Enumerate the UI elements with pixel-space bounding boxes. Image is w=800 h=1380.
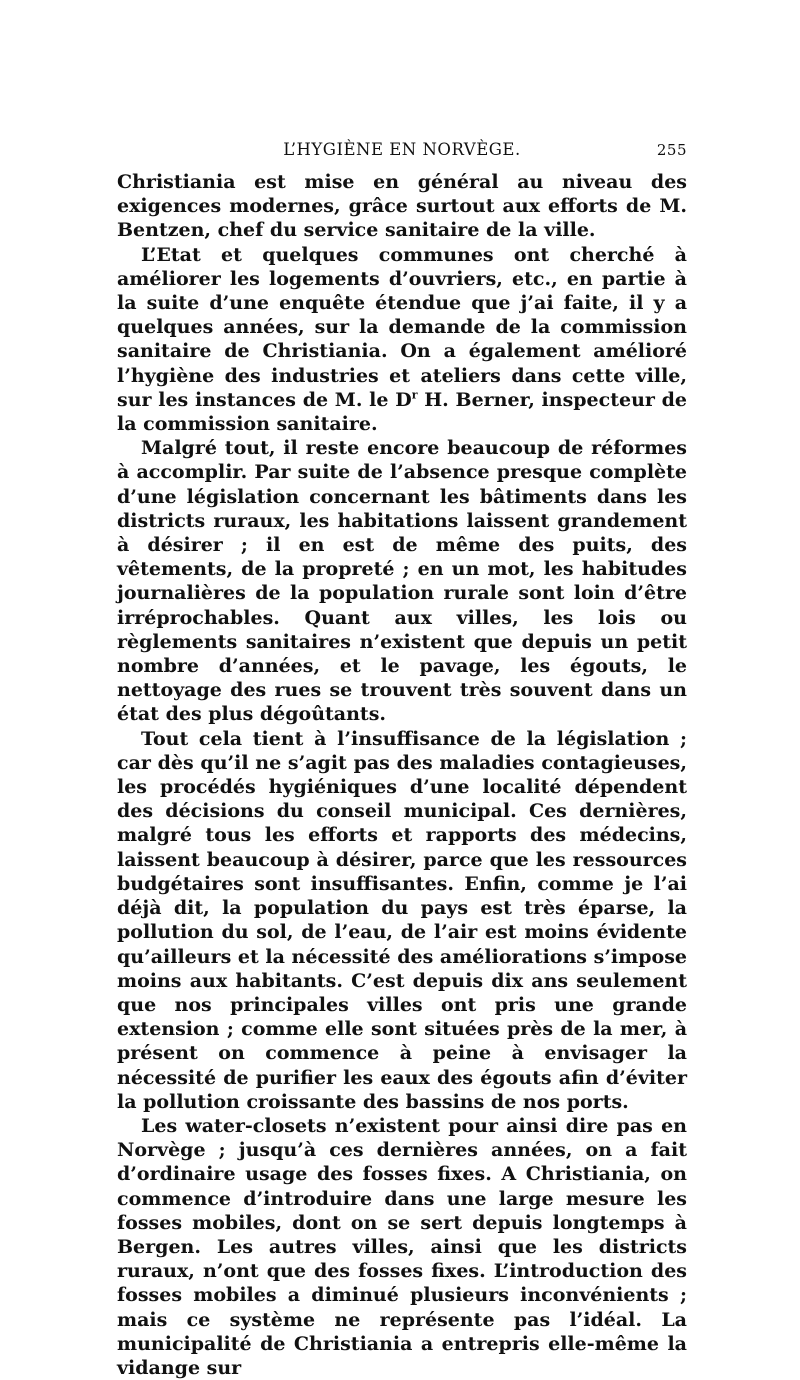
- book-page: [117, 140, 687, 1380]
- paragraph-text: Christiania est mise en général au niveau des exigences modernes, grâce surtout aux efforts de M. Bentzen, chef du service sanitaire de la ville.: [117, 171, 687, 242]
- paragraph-text: Malgré tout, il reste encore beaucoup de réformes à accomplir. Par suite de l’absence presque complète d’une législation concernant les bâtiments dans les districts ruraux, les habitations laissent grandement à désirer ; il en est de même des puits, des vêtements, de la propreté ; en un mot, les habitudes journalières de la population rurale sont loin d’être irréprochables. Quant aux villes, les lois ou règlements sanitaires n’existent que depuis un petit nombre d’années, et le pavage, les égouts, le nettoyage des rues se trouvent très souvent dans un état des plus dégoûtants.: [117, 437, 687, 726]
- body-text: [117, 170, 687, 1380]
- running-header: [117, 140, 687, 170]
- page-number: 255: [656, 141, 687, 159]
- paragraph-text: Les water-closets n’existent pour ainsi dire pas en Norvège ; jusqu’à ces dernières années, on a fait d’ordinaire usage des fosses fixes. A Christiania, on commence d’introduire dans une large mesure les fosses mobiles, dont on se sert depuis longtemps à Bergen. Les autres villes, ainsi que les districts ruraux, n’ont que des fosses fixes. L’introduction des fosses mobiles a diminué plusieurs inconvénients ; mais ce système ne représente pas l’idéal. La municipalité de Christiania a entrepris elle-même la vidange sur: [117, 1114, 687, 1379]
- paragraph: [117, 170, 687, 243]
- paragraph: [117, 243, 687, 437]
- paragraph-text: L’Etat et quelques communes ont cherché à améliorer les logements d’ouvriers, etc., en partie à la suite d’une enquête étendue que j’ai faite, il y a quelques années, sur la demande de la commission sanitaire de Christiania. On a également amélioré l’hygiène des industries et ateliers dans cette ville, sur les instances de M. le D: [117, 243, 687, 411]
- paragraph: [117, 436, 687, 726]
- paragraph-text: Tout cela tient à l’insuffisance de la législation ; car dès qu’il ne s’agit pas des maladies contagieuses, les procédés hygiéniques d’une localité dépendent des décisions du conseil municipal. Ces dernières, malgré tous les efforts et rapports des médecins, laissent beaucoup à désirer, parce que les ressources budgétaires sont insuffisantes. Enfin, comme je l’ai déjà dit, la population du pays est très éparse, la pollution du sol, de l’eau, de l’air est moins évidente qu’ailleurs et la nécessité des améliorations s’impose moins aux habitants. C’est depuis dix ans seulement que nos principales villes ont pris une grande extension ; comme elle sont situées près de la mer, à présent on commence à peine à envisager la nécessité de purifier les eaux des égouts afin d’éviter la pollution croissante des bassins de nos ports.: [117, 727, 687, 1113]
- running-title: L’HYGIÈNE EN NORVÈGE.: [283, 140, 521, 159]
- superscript: r: [411, 388, 418, 402]
- paragraph: [117, 1114, 687, 1380]
- paragraph-text-continued: H. Berner, inspecteur de la commission sanitaire.: [117, 388, 688, 436]
- paragraph: [117, 727, 687, 1114]
